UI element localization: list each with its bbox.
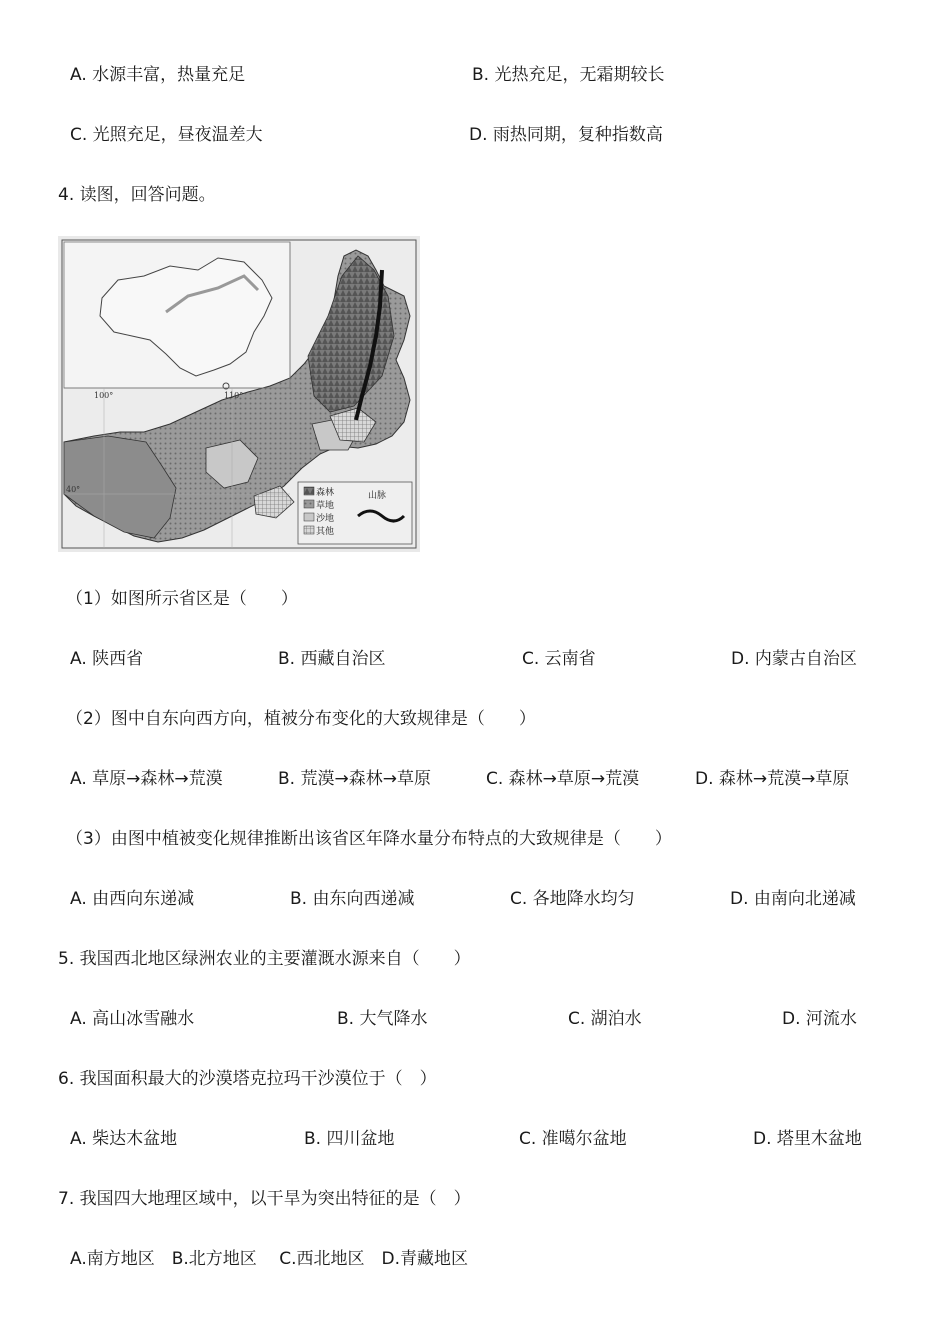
q4-sub3-option-a[interactable]: A. 由西向东递减 (70, 889, 195, 909)
q4-stem: 4. 读图，回答问题。 (58, 185, 216, 205)
legend-sandland: 沙地 (316, 514, 335, 524)
q5-option-d[interactable]: D. 河流水 (782, 1009, 857, 1029)
inner-mongolia-vegetation-map-icon (58, 236, 420, 552)
q4-sub3-option-b[interactable]: B. 由东向西递减 (290, 889, 415, 909)
q4-sub1-stem: （1）如图所示省区是（ ） (66, 589, 298, 609)
q3-option-a[interactable]: A. 水源丰富，热量充足 (70, 65, 246, 85)
q4-sub2-option-c[interactable]: C. 森林→草原→荒漠 (486, 769, 640, 789)
q5-option-c[interactable]: C. 湖泊水 (568, 1009, 642, 1029)
q4-sub1-option-d[interactable]: D. 内蒙古自治区 (731, 649, 857, 669)
q5-option-a[interactable]: A. 高山冰雪融水 (70, 1009, 195, 1029)
q4-sub3-stem: （3）由图中植被变化规律推断出该省区年降水量分布特点的大致规律是（ ） (66, 829, 672, 849)
lat-label-40: 40° (66, 485, 81, 494)
legend-forest: 森林 (316, 488, 335, 498)
q3-option-d[interactable]: D. 雨热同期，复种指数高 (469, 125, 663, 145)
q3-option-b[interactable]: B. 光热充足，无霜期较长 (472, 65, 665, 85)
lon-label-100: 100° (94, 391, 114, 400)
q4-sub3-option-d[interactable]: D. 由南向北递减 (730, 889, 856, 909)
vegetation-map-figure (58, 236, 420, 552)
q4-sub2-option-a[interactable]: A. 草原→森林→荒漠 (70, 769, 223, 789)
q6-option-c[interactable]: C. 准噶尔盆地 (519, 1129, 627, 1149)
q5-option-b[interactable]: B. 大气降水 (337, 1009, 428, 1029)
q4-sub2-stem: （2）图中自东向西方向，植被分布变化的大致规律是（ ） (66, 709, 536, 729)
legend-grassland: 草地 (316, 501, 335, 511)
q4-sub1-option-a[interactable]: A. 陕西省 (70, 649, 144, 669)
q7-options-line[interactable]: A.南方地区 B.北方地区 C.西北地区 D.青藏地区 (70, 1249, 468, 1269)
lon-label-110: 110° (224, 391, 244, 400)
q5-stem: 5. 我国西北地区绿洲农业的主要灌溉水源来自（ ） (58, 949, 471, 969)
q4-sub3-option-c[interactable]: C. 各地降水均匀 (510, 889, 635, 909)
q6-option-b[interactable]: B. 四川盆地 (304, 1129, 395, 1149)
q4-sub1-option-c[interactable]: C. 云南省 (522, 649, 596, 669)
q6-option-a[interactable]: A. 柴达木盆地 (70, 1129, 178, 1149)
q4-sub1-option-b[interactable]: B. 西藏自治区 (278, 649, 386, 669)
q4-sub2-option-d[interactable]: D. 森林→荒漠→草原 (695, 769, 850, 789)
q6-stem: 6. 我国面积最大的沙漠塔克拉玛干沙漠位于（ ） (58, 1069, 437, 1089)
q4-sub2-option-b[interactable]: B. 荒漠→森林→草原 (278, 769, 431, 789)
legend-other: 其他 (316, 527, 335, 537)
legend-mountain: 山脉 (368, 491, 387, 501)
q7-stem: 7. 我国四大地理区域中，以干旱为突出特征的是（ ） (58, 1189, 471, 1209)
q6-option-d[interactable]: D. 塔里木盆地 (753, 1129, 862, 1149)
q3-option-c[interactable]: C. 光照充足，昼夜温差大 (70, 125, 263, 145)
